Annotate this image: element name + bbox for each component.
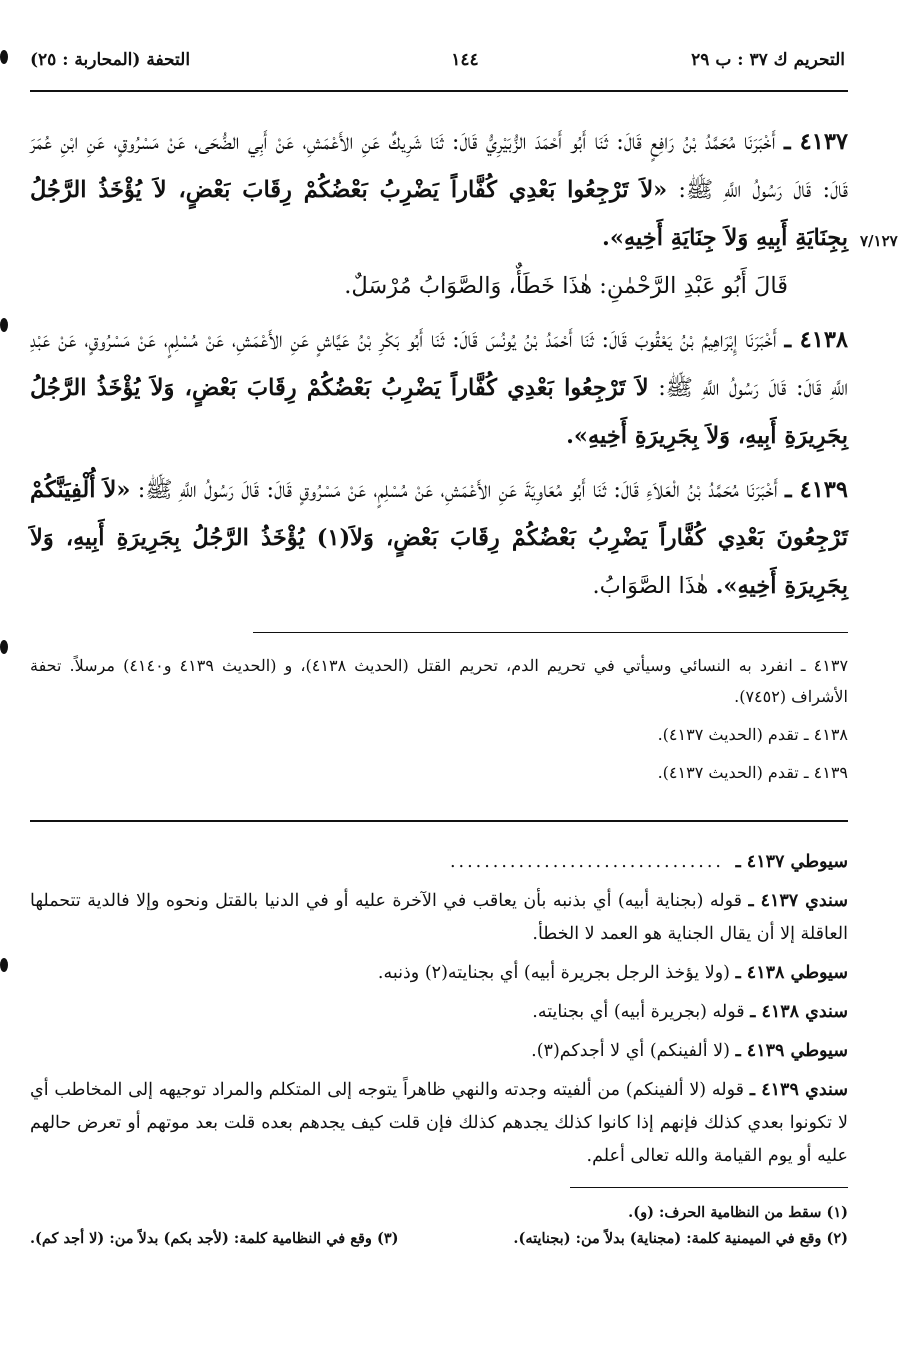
commentary-text: (لا ألفينكم) أي لا أجدكم(٣). xyxy=(531,1041,730,1061)
hadith-number: ٤١٣٩ ـ xyxy=(785,477,848,503)
commentary-label: سندي ٤١٣٧ ـ xyxy=(748,891,848,911)
notes-row xyxy=(30,1226,848,1252)
commentary-text: (ولا يؤخذ الرجل بجريرة أبيه) أي بجنايته(٢) وذنبه. xyxy=(377,963,730,983)
hadith-remark: هٰذَا الصَّوَابُ. xyxy=(592,573,709,599)
hadith-matn: «لاَ أُلْفِيَنَّكُمْ تَرْجِعُونَ بَعْدِي كُفَّاراً يَضْرِبُ بَعْضُكُمْ رِقَابَ بَعْضٍ، وَلاَ(١) يُؤْخَذُ الرَّجُلُ بِجَرِيرَةِ أَبِيهِ، وَلاَ بِجَرِيرَةِ أَخِيهِ». xyxy=(30,477,848,599)
commentary-dots: ................................ xyxy=(449,852,724,872)
binding-mark xyxy=(0,318,8,332)
commentary-entry xyxy=(30,1035,848,1068)
hadith-4137 xyxy=(30,118,848,262)
takhrij-entry: ٤١٣٧ ـ انفرد به النسائي وسيأتي في تحريم الدم، تحريم القتل (الحديث ٤١٣٨)، و (الحديث ٤١٣٩ و٤١٤٠) مرسلاً. تحفة الأشراف (٧٤٥٢). xyxy=(30,656,849,706)
commentary-entry xyxy=(30,846,848,879)
commentary-label: سندي ٤١٣٩ ـ xyxy=(749,1080,848,1100)
hadith-isnad: أَخْبَرَنَا مُحَمَّدُ بْنُ الْعَلاَءِ قَالَ: ثَنَا أَبُو مُعَاوِيَةَ عَنِ الأَعْمَشِ، عَنْ مُسْلِمٍ، عَنْ مَسْرُوقٍ قَالَ: قَالَ رَسُولُ اللَّهِ ﷺ: xyxy=(137,477,778,503)
editor-note-2: (٢) وقع في الميمنية كلمة: (مجناية) بدلاً من: (بجنايته). xyxy=(513,1230,848,1247)
hadith-matn: لاَ تَرْجِعُوا بَعْدِي كُفَّاراً يَضْرِبُ بَعْضُكُمْ رِقَابَ بَعْضٍ، وَلاَ يُؤْخَذُ الرَّجُلُ بِجَرِيرَةِ أَبِيهِ، وَلاَ بِجَرِيرَةِ أَخِيهِ». xyxy=(30,375,848,449)
hadith-number: ٤١٣٧ ـ xyxy=(783,129,848,155)
hadith-4139 xyxy=(30,466,848,610)
commentary-text: قوله (بجريرة أبيه) أي بجنايته. xyxy=(532,1002,745,1022)
editor-note-3: (٣) وقع في النظامية كلمة: (لأجد بكم) بدلاً من: (لا أجد كم). xyxy=(30,1230,399,1247)
commentary-text: قوله (بجناية أبيه) أي بذنبه بأن يعاقب في الآخرة عليه أو في الدنيا بالقتل ونحوه وإلا فالدية تتحملها العاقلة إلا أن يقال الجناية هو العمد لا الخطأ. xyxy=(30,891,848,944)
hadith-isnad: أَخْبَرَنَا إِبْرَاهِيمُ بْنُ يَعْقُوبَ قَالَ: ثَنَا أَحْمَدُ بْنُ يُونُسَ قَالَ: ثَنَا أَبُو بَكْرِ بْنُ عَيَّاشٍ عَنِ الأَعْمَشِ، عَنْ مُسْلِمٍ، عَنْ مَسْرُوقٍ، عَنْ عَبْدِ اللَّهِ قَالَ: قَالَ رَسُولُ اللَّهِ ﷺ: xyxy=(30,327,848,401)
takhrij-entry: ٤١٣٩ ـ تقدم (الحديث ٤١٣٧). xyxy=(657,763,848,782)
header-rule xyxy=(30,90,848,92)
takhrij-footnotes xyxy=(30,650,848,795)
takhrij-entry: ٤١٣٨ ـ تقدم (الحديث ٤١٣٧). xyxy=(657,725,848,744)
commentary-entry xyxy=(30,885,848,951)
commentary-entry xyxy=(30,957,848,990)
commentary-entry xyxy=(30,1074,848,1173)
notes-rule xyxy=(570,1187,848,1188)
commentary-entry xyxy=(30,996,848,1029)
margin-reference: ٧/١٢٧ xyxy=(860,232,898,250)
hadith-text-block xyxy=(30,118,848,616)
hadith-isnad: أَخْبَرَنَا مُحَمَّدُ بْنُ رَافِعٍ قَالَ: ثَنَا أَبُو أَحْمَدَ الزُّبَيْرِيُّ قَالَ: ثَنَا شَرِيكٌ عَنِ الأَعْمَشِ، عَنْ أَبِي الضُّحَى، عَنْ مَسْرُوقٍ، عَنِ ابْنِ عُمَرَ قَالَ: قَالَ رَسُولُ اللَّهِ ﷺ: xyxy=(30,129,848,203)
page-number: ١٤٤ xyxy=(451,50,479,70)
commentary-label: سيوطي ٤١٣٨ ـ xyxy=(735,963,848,983)
running-header xyxy=(30,46,845,80)
editor-note-1: (١) سقط من النظامية الحرف: (و). xyxy=(628,1204,848,1221)
hadith-number: ٤١٣٨ ـ xyxy=(784,327,848,353)
hadith-matn: «لاَ تَرْجِعُوا بَعْدِي كُفَّاراً يَضْرِبُ بَعْضُكُمْ رِقَابَ بَعْضٍ، لاَ يُؤْخَذُ الرَّجُلُ بِجِنَايَةِ أَبِيهِ وَلاَ جِنَايَةِ أَخِيهِ». xyxy=(30,177,848,251)
hadith-4138 xyxy=(30,316,848,460)
header-tuhfa-ref: التحفة (المحاربة : ٢٥) xyxy=(30,50,191,70)
editor-notes xyxy=(30,1200,848,1252)
commentary-label: سيوطي ٤١٣٩ ـ xyxy=(735,1041,848,1061)
hadith-remark: قَالَ أَبُو عَبْدِ الرَّحْمٰنِ: هٰذَا خَطَأٌ، وَالصَّوَابُ مُرْسَلٌ. xyxy=(344,273,788,299)
takhrij-rule xyxy=(253,632,848,633)
commentary-label: سيوطي ٤١٣٧ ـ xyxy=(735,852,848,872)
commentary-rule xyxy=(30,820,848,822)
commentary-block xyxy=(30,846,848,1179)
commentary-label: سندي ٤١٣٨ ـ xyxy=(750,1002,848,1022)
binding-mark xyxy=(0,50,8,64)
binding-mark xyxy=(0,958,8,972)
binding-mark xyxy=(0,640,8,654)
notes-row xyxy=(30,1200,848,1226)
header-chapter-ref: التحريم ك ٣٧ : ب ٢٩ xyxy=(691,50,845,70)
commentary-text: قوله (لا ألفينكم) من ألفيته وجدته والنهي ظاهراً يتوجه إلى المتكلم والمراد توجيهه إلى المخاطب أي لا تكونوا بعدي كذلك فإنهم إذا كانوا كذلك يجدهم كذلك فإن قلت كيف يجدهم بعده قلت بعد موتهم أو تعرض حالهم عليه أو يوم القيامة والله تعالى أعلم. xyxy=(30,1080,848,1166)
